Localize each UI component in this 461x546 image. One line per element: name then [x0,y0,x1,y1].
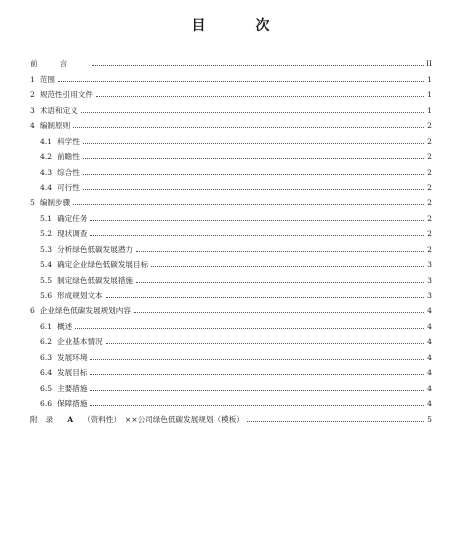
dot-leader [81,112,424,113]
toc-entry-number: 2 [30,90,35,100]
toc-entry-page: 4 [427,321,432,331]
toc-entry-text: 企业基本情况 [57,337,103,347]
toc-subentry[interactable] [30,238,432,253]
toc-entry[interactable] [30,99,432,114]
dot-leader [92,65,424,66]
toc-entry-appendix[interactable] [30,408,432,423]
toc-entry-number: 3 [30,105,35,115]
toc-entry-number: 6.6 [40,399,53,409]
toc-entry-number: 4.3 [40,167,53,177]
toc-entry[interactable] [30,115,432,130]
toc-entry-page: 2 [427,229,432,239]
dot-leader [151,266,424,267]
toc-entry-text: 科学性 [57,136,80,146]
toc-entry-number: 5.6 [40,291,53,300]
dot-leader [106,343,424,344]
toc-subentry[interactable] [30,285,432,300]
toc-entry-text: 术语和定义 [39,105,78,115]
toc-entry[interactable] [30,68,432,83]
toc-subentry[interactable] [30,393,432,408]
toc-entry-number: 6 [30,306,35,316]
toc-entry-text: 前瞻性 [57,152,80,162]
toc-entry-number: 4.4 [40,182,53,192]
toc-entry-text: 编制原则 [39,121,71,131]
dot-leader [58,81,424,82]
toc-subentry[interactable] [30,146,432,161]
toc-entry-page: 2 [427,136,432,146]
toc-entry-text: 主要措施 [57,383,88,393]
dot-leader [83,158,424,159]
toc-entry-number: 5.1 [40,213,53,223]
toc-entry-text: 形成规划文本 [57,291,103,300]
toc-entry-number: 6.4 [40,368,53,378]
toc-entry-page: 2 [427,213,432,223]
toc-entry-page: 1 [427,74,432,84]
toc-entry-page: 4 [427,352,432,362]
toc-list [30,53,432,424]
toc-subentry[interactable] [30,346,432,361]
toc-entry-text: 分析绿色低碳发展潜力 [57,244,134,254]
dot-leader [73,204,424,205]
toc-entry-number: 4 [30,121,35,131]
toc-entry-page: 4 [427,306,432,316]
toc-entry-page: 5 [427,414,432,424]
toc-subentry[interactable] [30,161,432,176]
toc-entry-page: 3 [427,275,432,285]
toc-entry-page: II [426,59,432,69]
dot-leader [136,251,424,252]
dot-leader [83,189,424,190]
toc-entry-number: 5.2 [40,229,53,239]
toc-entry-number: 6.2 [40,337,53,347]
toc-entry[interactable] [30,192,432,207]
toc-subentry[interactable] [30,177,432,192]
toc-entry-page: 2 [427,182,432,192]
toc-entry-text: 编制步骤 [39,198,71,208]
toc-entry-page: 4 [427,383,432,393]
toc-entry-text: 企业绿色低碳发展规划内容 [39,306,131,316]
dot-leader [136,282,424,283]
toc-entry-page: 2 [427,167,432,177]
toc-entry-number: 5 [30,198,35,208]
toc-entry-number: 6.5 [40,383,53,393]
toc-entry-page: 3 [427,260,432,270]
toc-entry-number: 6.1 [40,321,53,331]
toc-entry-text: 保障措施 [57,399,88,409]
toc-subentry[interactable] [30,207,432,222]
toc-entry-page: 1 [427,90,432,100]
toc-entry[interactable] [30,84,432,99]
dot-leader [90,359,424,360]
dot-leader [83,174,424,175]
toc-entry-number: 4.1 [40,136,53,146]
toc-entry-text: 规范性引用文件 [39,90,93,100]
toc-entry-text: （资料性） ××公司绿色低碳发展规划（模板） [83,414,244,424]
toc-subentry[interactable] [30,269,432,284]
appendix-prefix: 附录 [30,414,62,424]
toc-entry-number: 5.4 [40,260,53,270]
toc-entry-page: 4 [427,337,432,347]
toc-entry-text: 确定企业绿色低碳发展目标 [57,260,149,270]
toc-entry-page: 2 [427,121,432,131]
toc-entry-number: 4.2 [40,152,53,162]
toc-entry-text: 制定绿色低碳发展措施 [57,275,134,285]
dot-leader [83,143,424,144]
toc-entry-text: 发展目标 [57,368,88,378]
dot-leader [90,235,424,236]
dot-leader [96,96,424,97]
toc-subentry[interactable] [30,130,432,145]
toc-entry-number: 6.3 [40,352,53,362]
toc-entry-page: 4 [427,368,432,378]
toc-entry-text: 范围 [39,74,56,84]
appendix-letter: A [67,414,74,424]
toc-subentry[interactable] [30,377,432,392]
toc-entry-page: 2 [427,244,432,254]
toc-entry-text: 综合性 [57,167,80,177]
toc-entry-text: 可行性 [57,182,80,192]
dot-leader [90,220,424,221]
toc-subentry[interactable] [30,223,432,238]
toc-entry[interactable] [30,300,432,315]
toc-entry-number: 5.3 [40,244,53,254]
toc-entry-text: 前言 [30,59,90,69]
dot-leader [247,421,424,422]
dot-leader [134,312,424,313]
toc-subentry[interactable] [30,331,432,346]
dot-leader [90,390,424,391]
toc-subentry[interactable] [30,315,432,330]
toc-entry-text: 概述 [57,321,73,331]
toc-entry-page: 1 [427,105,432,115]
toc-entry-page: 2 [427,198,432,208]
toc-subentry[interactable] [30,254,432,269]
toc-entry-number: 1 [30,74,35,84]
toc-entry-page: 3 [427,291,432,300]
toc-entry-text: 现状调查 [57,229,88,239]
toc-entry-text: 确定任务 [57,213,88,223]
toc-entry-preface[interactable] [30,53,432,68]
dot-leader [73,127,424,128]
toc-entry-text: 发展环境 [57,352,88,362]
toc-entry-number: 5.5 [40,275,53,285]
dot-leader [90,405,424,406]
dot-leader [90,374,424,375]
toc-entry-page: 2 [427,152,432,162]
toc-subentry[interactable] [30,362,432,377]
toc-entry-page: 4 [427,399,432,409]
dot-leader [106,297,424,298]
toc-title: 目 次 [191,18,288,34]
dot-leader [75,328,424,329]
